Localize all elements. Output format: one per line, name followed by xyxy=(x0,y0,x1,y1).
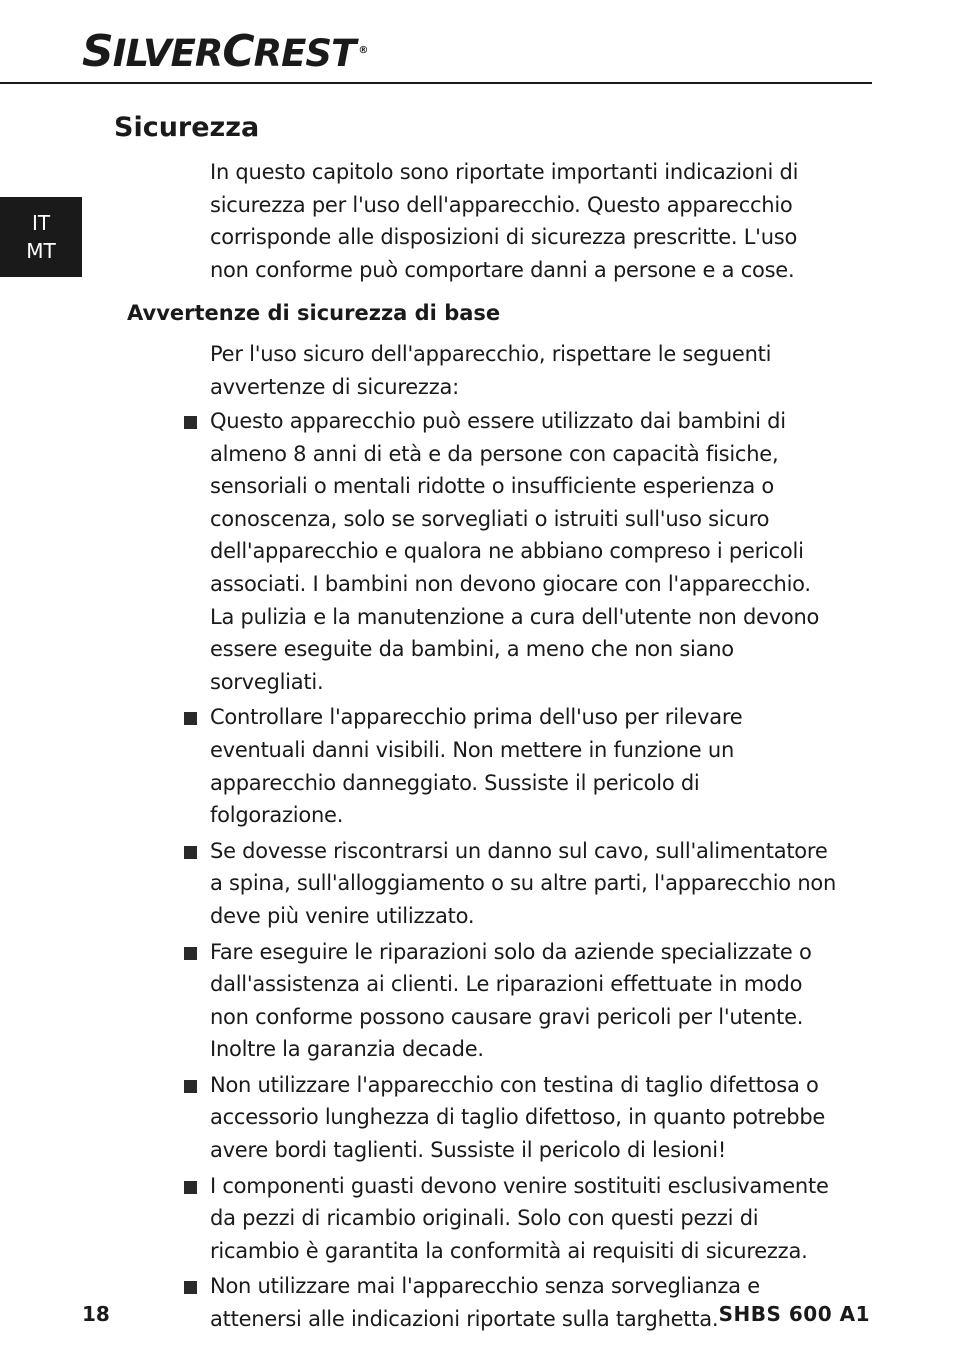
brand-logo: SILVERCREST ® xyxy=(82,26,368,77)
section-intro: In questo capitolo sono riportate importanti indicazioni di sicurezza per l'uso dell'apparecchio. Questo apparecchio corrisponde alle disposizioni di sicurezza prescritte. L'uso non conforme può comportare danni a persone e a cose. xyxy=(210,160,799,282)
square-bullet-icon xyxy=(184,1181,197,1194)
subsection-lead: Per l'uso sicuro dell'apparecchio, rispettare le seguenti avvertenze di sicurezza: xyxy=(210,342,772,399)
list-item: Controllare l'apparecchio prima dell'uso per rilevare eventuali danni visibili. Non mettere in funzione un apparecchio danneggiato. Sussiste il pericolo di folgorazione. xyxy=(210,701,838,831)
square-bullet-icon xyxy=(184,1281,197,1294)
subsection-title: Avvertenze di sicurezza di base xyxy=(127,301,501,325)
square-bullet-icon xyxy=(184,947,197,960)
safety-warnings-list xyxy=(210,405,838,1339)
language-code-it: IT xyxy=(31,211,51,235)
list-item: Non utilizzare mai l'apparecchio senza sorveglianza e attenersi alle indicazioni riportate sulla targhetta. xyxy=(210,1270,838,1335)
square-bullet-icon xyxy=(184,1080,197,1093)
registered-mark: ® xyxy=(358,44,368,56)
square-bullet-icon xyxy=(184,846,197,859)
list-item: Questo apparecchio può essere utilizzato dai bambini di almeno 8 anni di età e da persone con capacità fisiche, sensoriali o mentali ridotte o insufficiente esperienza o conoscenza, solo se sorvegliati o istruiti sull'uso sicuro dell'apparecchio e qualora ne abbiano compreso i pericoli associati. I bambini non devono giocare con l'apparecchio. La pulizia e la manutenzione a cura dell'utente non devono essere eseguite da bambini, a meno che non siano sorvegliati. xyxy=(210,405,838,698)
model-number: SHBS 600 A1 xyxy=(718,1302,870,1326)
section-title: Sicurezza xyxy=(114,112,260,143)
language-tab xyxy=(0,197,82,277)
language-code-mt: MT xyxy=(26,239,56,263)
square-bullet-icon xyxy=(184,416,197,429)
header-divider xyxy=(0,82,872,84)
list-item: Se dovesse riscontrarsi un danno sul cavo, sull'alimentatore a spina, sull'alloggiamento o su altre parti, l'apparecchio non deve più venire utilizzato. xyxy=(210,835,838,933)
list-item: Non utilizzare l'apparecchio con testina di taglio difettosa o accessorio lunghezza di taglio difettoso, in quanto potrebbe avere bordi taglienti. Sussiste il pericolo di lesioni! xyxy=(210,1069,838,1167)
list-item: Fare eseguire le riparazioni solo da aziende specializzate o dall'assistenza ai clienti. Le riparazioni effettuate in modo non conforme possono causare gravi pericoli per l'utente. Inoltre la garanzia decade. xyxy=(210,936,838,1066)
list-item: I componenti guasti devono venire sostituiti esclusivamente da pezzi di ricambio originali. Solo con questi pezzi di ricambio è garantita la conformità ai requisiti di sicurezza. xyxy=(210,1170,838,1268)
square-bullet-icon xyxy=(184,712,197,725)
page-number: 18 xyxy=(82,1302,110,1326)
